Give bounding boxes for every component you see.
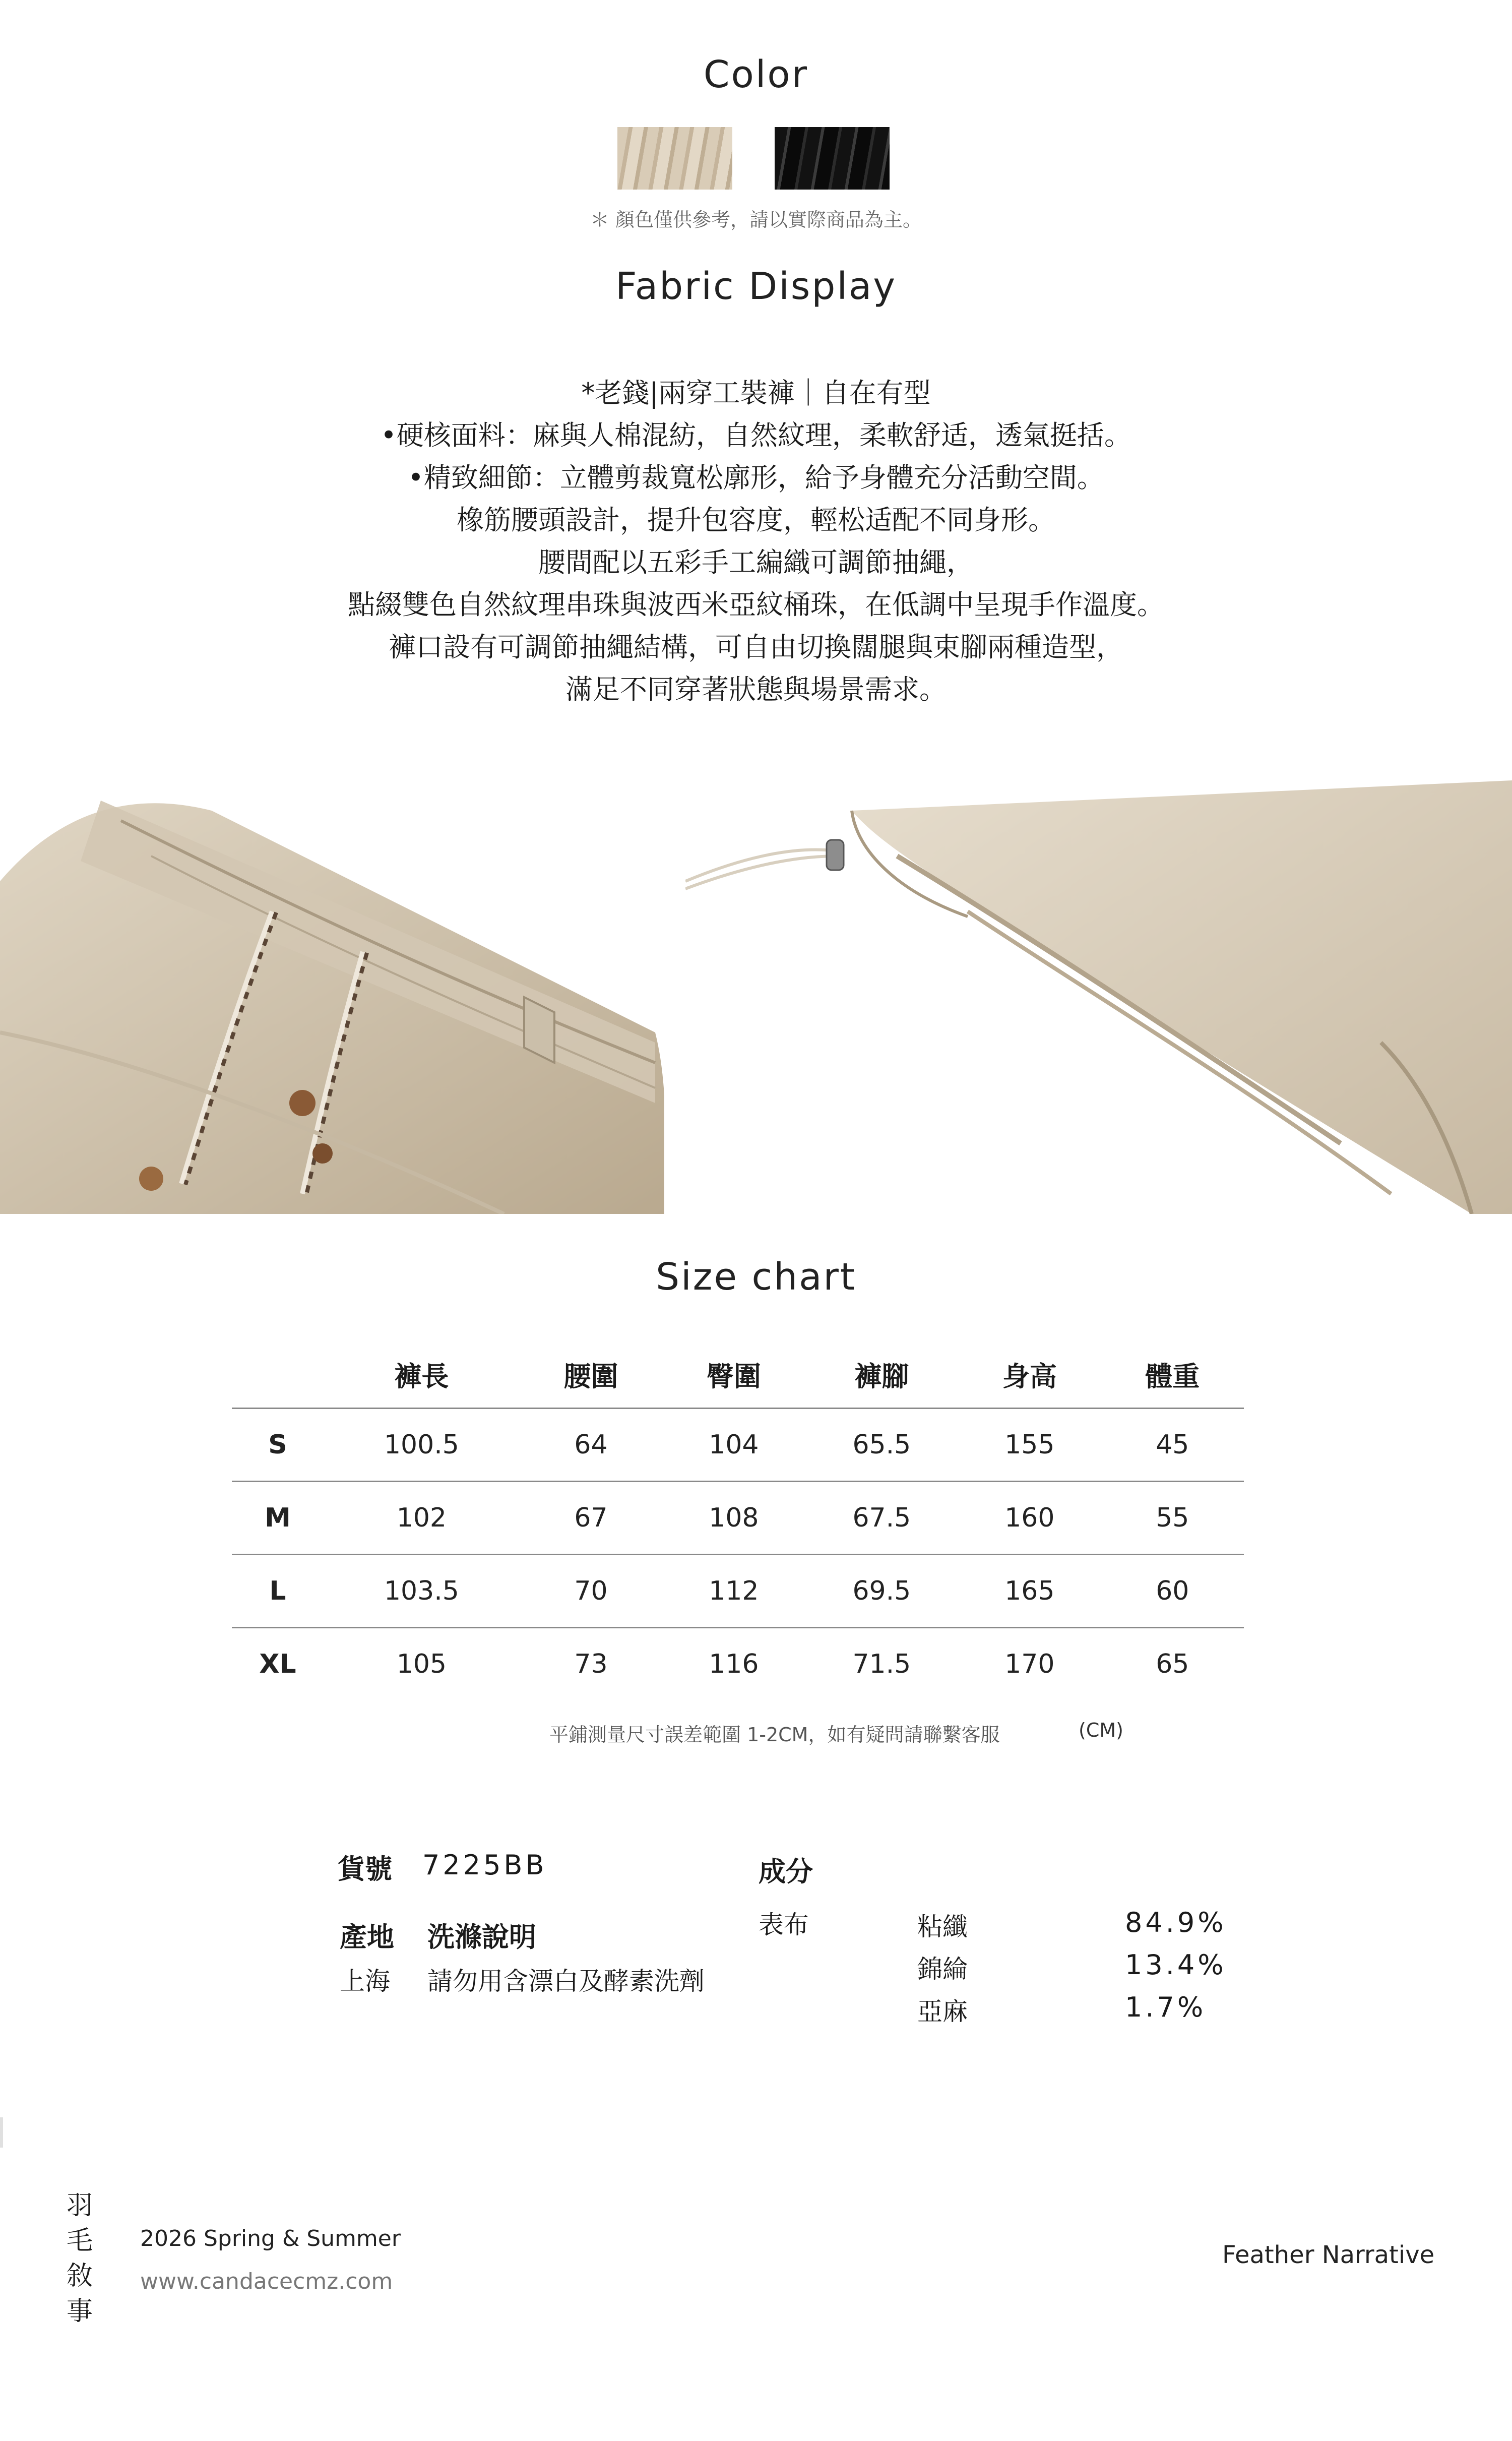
care-label: 洗滌說明 [427, 1921, 536, 1953]
table-row [232, 1555, 1244, 1628]
size-table-header [232, 1341, 1244, 1409]
brand-char: 敘 [66, 2261, 93, 2291]
table-cell: 69.5 [805, 1555, 958, 1628]
table-cell: 55 [1101, 1482, 1244, 1555]
fabric-title: Fabric Display [615, 265, 897, 308]
table-row [232, 1409, 1244, 1482]
column-header-waist: 腰圍 [563, 1360, 618, 1392]
brand-char: 事 [66, 2296, 93, 2327]
table-row [232, 1482, 1244, 1555]
description-line: 褲口設有可調節抽繩結構，可自由切換闊腿與束腳兩種造型， [389, 631, 1123, 663]
table-cell: 116 [662, 1628, 805, 1700]
material-name: 錦綸 [917, 1955, 968, 1984]
size-label: M [232, 1482, 324, 1555]
brand-char: 羽 [66, 2190, 93, 2221]
table-cell: 104 [662, 1409, 805, 1482]
table-cell: 165 [958, 1555, 1101, 1628]
size-chart-note: 平鋪測量尺寸誤差範圍 1-2CM，如有疑問請聯繫客服 [549, 1724, 1000, 1746]
website-link[interactable]: www.candacecmz.com [140, 2269, 393, 2294]
column-header-weight: 體重 [1145, 1360, 1200, 1392]
column-header-leg-opening: 褲腳 [854, 1360, 909, 1392]
table-cell: 105 [324, 1628, 520, 1700]
care-instructions: 請勿用含漂白及酵素洗劑 [427, 1967, 705, 1996]
origin-value: 上海 [340, 1967, 390, 1996]
table-cell: 67 [520, 1482, 662, 1555]
column-header-length: 褲長 [394, 1360, 449, 1392]
ankle-illustration [685, 780, 1512, 1214]
table-cell: 170 [958, 1628, 1101, 1700]
origin-label: 產地 [340, 1921, 394, 1953]
table-cell: 155 [958, 1409, 1101, 1482]
size-label: XL [232, 1628, 324, 1700]
brand-english: Feather Narrative [1222, 2241, 1435, 2269]
table-cell: 45 [1101, 1409, 1244, 1482]
color-swatch-beige[interactable] [617, 127, 732, 190]
material-percent: 13.4% [1125, 1949, 1227, 1981]
table-cell: 102 [324, 1482, 520, 1555]
size-unit: (CM) [1079, 1719, 1123, 1741]
waistband-illustration [0, 780, 664, 1214]
brand-char: 毛 [66, 2226, 93, 2256]
fabric-part-label: 表布 [759, 1910, 809, 1939]
column-header-hip: 臀圍 [706, 1360, 761, 1392]
description-line: 腰間配以五彩手工編織可調節抽繩， [538, 546, 974, 578]
season-text: 2026 Spring & Summer [140, 2226, 401, 2251]
table-row [232, 1628, 1244, 1700]
table-cell: 100.5 [324, 1409, 520, 1482]
description-line: *老錢|兩穿工裝褲｜自在有型 [581, 377, 931, 409]
fabric-description [0, 372, 1512, 711]
waistband-detail-photo [0, 780, 664, 1214]
color-title: Color [703, 53, 809, 96]
material-name: 亞麻 [917, 1997, 968, 2026]
table-cell: 65 [1101, 1628, 1244, 1700]
description-line: •硬核面料：麻與人棉混紡，自然紋理，柔軟舒适，透氣挺括。 [381, 419, 1131, 451]
size-chart-title: Size chart [656, 1255, 856, 1299]
color-note: ＊ 顏色僅供參考，請以實際商品為主。 [590, 209, 922, 231]
size-column-header [232, 1341, 324, 1409]
material-name: 粘纖 [917, 1912, 968, 1941]
table-cell: 160 [958, 1482, 1101, 1555]
description-line: •精致細節：立體剪裁寬松廓形，給予身體充分活動空間。 [408, 462, 1104, 494]
table-cell: 108 [662, 1482, 805, 1555]
brand-vertical [65, 2188, 95, 2329]
table-cell: 71.5 [805, 1628, 958, 1700]
item-number-label: 貨號 [338, 1853, 392, 1885]
table-cell: 64 [520, 1409, 662, 1482]
item-number: 7225BB [422, 1849, 547, 1881]
size-table [232, 1341, 1244, 1700]
ankle-drawstring-photo [685, 780, 1512, 1214]
table-cell: 73 [520, 1628, 662, 1700]
description-line: 橡筋腰頭設計，提升包容度，輕松适配不同身形。 [457, 504, 1055, 536]
table-cell: 112 [662, 1555, 805, 1628]
table-cell: 67.5 [805, 1482, 958, 1555]
description-line: 點綴雙色自然紋理串珠與波西米亞紋桶珠，在低調中呈現手作溫度。 [348, 589, 1164, 621]
table-cell: 60 [1101, 1555, 1244, 1628]
column-header-height: 身高 [1002, 1360, 1057, 1392]
size-label: L [232, 1555, 324, 1628]
material-percent: 1.7% [1125, 1991, 1207, 2023]
composition-label: 成分 [759, 1856, 813, 1887]
color-swatch-black[interactable] [775, 127, 890, 190]
left-edge-mark [0, 2117, 3, 2148]
table-cell: 103.5 [324, 1555, 520, 1628]
description-line: 滿足不同穿著狀態與場景需求。 [565, 674, 947, 705]
table-cell: 65.5 [805, 1409, 958, 1482]
table-cell: 70 [520, 1555, 662, 1628]
size-label: S [232, 1409, 324, 1482]
material-percent: 84.9% [1125, 1907, 1227, 1938]
